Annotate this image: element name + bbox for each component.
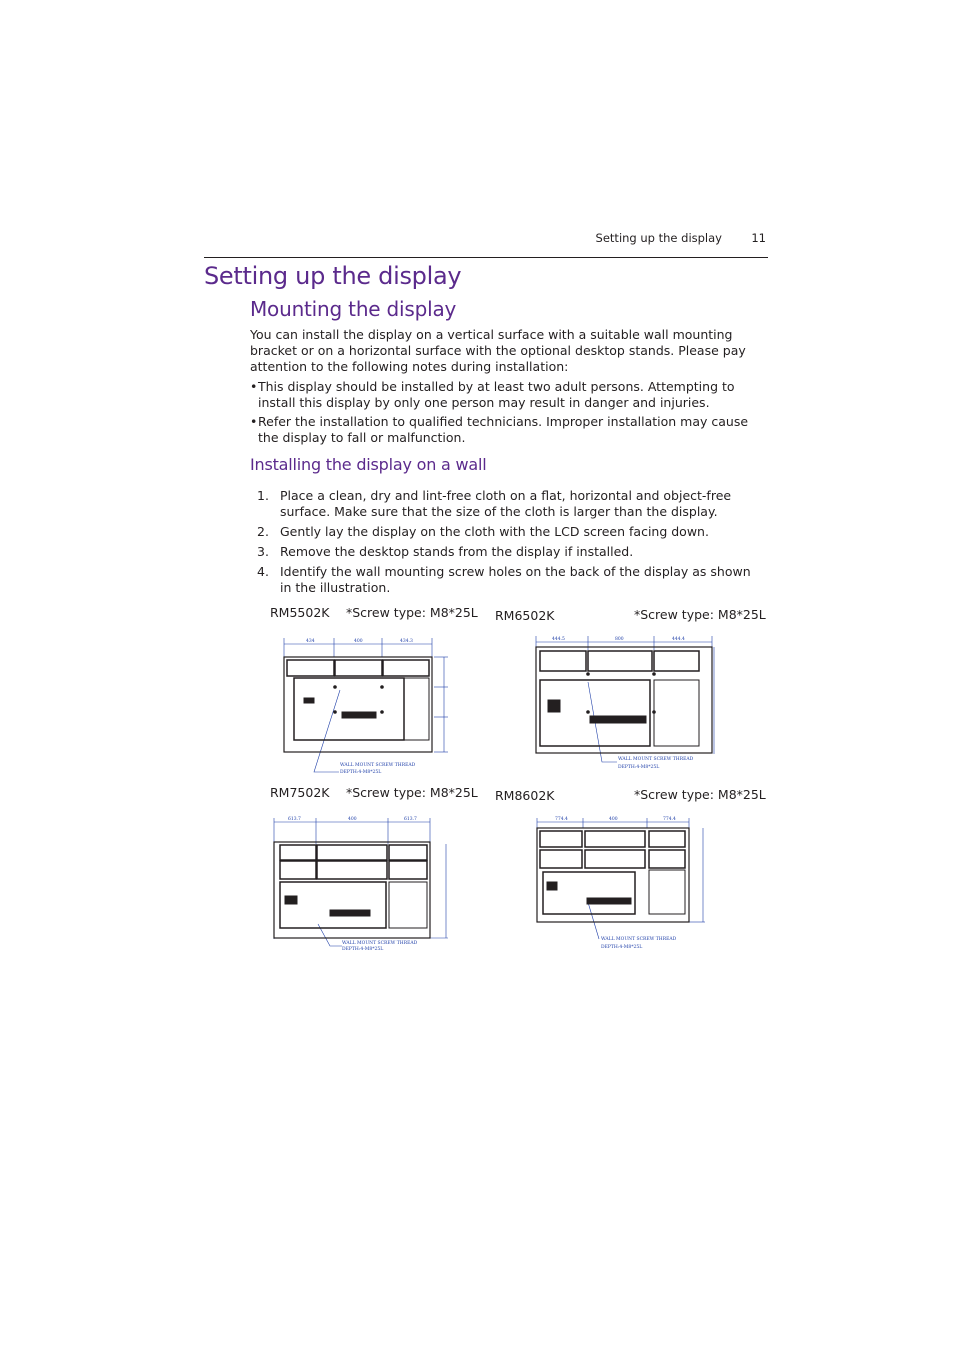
dimension-label: 613.7 [288,817,301,822]
list-item [250,379,764,411]
dimension-lines [537,818,705,939]
dimension-label: 800 [615,637,624,642]
screw-type-rm6502k: *Screw type: M8*25L [634,607,766,622]
screw-type-rm8602k: *Screw type: M8*25L [634,787,766,802]
step-text: Remove the desktop stands from the display if installed. [280,544,634,559]
screw-type-rm5502k: *Screw type: M8*25L [346,605,478,620]
step-number: 4. [257,564,269,579]
step-number: 2. [257,524,269,539]
step-item [250,544,764,560]
mount-note: WALL MOUNT SCREW THREAD [340,763,416,768]
dimension-label: 774.4 [555,817,568,822]
dimension-label: 434 [306,639,315,644]
dimension-lines [536,636,714,762]
display-outline [274,842,430,938]
step-text: Gently lay the display on the cloth with the LCD screen facing down. [280,524,709,539]
step-item [250,564,764,596]
model-label-rm6502k: RM6502K [495,608,555,623]
step-number: 1. [257,488,269,503]
dimension-label: 400 [609,817,618,822]
rm6502k-back-diagram [530,632,720,772]
steps-list [250,488,764,600]
model-label-rm5502k: RM5502K [270,605,330,620]
model-label-rm7502k: RM7502K [270,785,330,800]
bullet-icon: • [250,414,258,429]
list-item [250,414,764,446]
rm8602k-back-diagram [533,814,709,956]
display-outline [537,828,689,922]
screw-type-rm7502k: *Screw type: M8*25L [346,785,478,800]
step-item [250,488,764,520]
bullet-text: Refer the installation to qualified technicians. Improper installation may cause the display to fall or malfunction. [258,414,749,445]
rm7502k-back-diagram [270,814,452,954]
step-item [250,524,764,540]
step-text: Place a clean, dry and lint-free cloth on a flat, horizontal and object-free surface. Make sure that the size of the cloth is larger than the display. [280,488,732,519]
rm5502k-back-diagram [282,632,452,778]
running-header: Setting up the display [595,231,722,245]
page-number: 11 [751,231,766,245]
mount-note: DEPTH:4-M8*25L [601,945,643,950]
step-text: Identify the wall mounting screw holes on the back of the display as shown in the illustration. [280,564,751,595]
section-title: Mounting the display [250,297,457,321]
mount-note: DEPTH:4-M8*25L [342,947,384,952]
intro-paragraph: You can install the display on a vertical surface with a suitable wall mounting bracket or on a horizontal surface with the optional desktop stands. Please pay attention to the following notes during installation: [250,327,746,374]
step-number: 3. [257,544,269,559]
mount-note: WALL MOUNT SCREW THREAD [618,757,694,762]
mount-note: DEPTH:4-M8*25L [340,770,382,775]
mount-note: WALL MOUNT SCREW THREAD [601,937,677,942]
mount-note: WALL MOUNT SCREW THREAD [342,941,418,946]
model-label-rm8602k: RM8602K [495,788,555,803]
dimension-label: 613.7 [404,817,417,822]
dimension-label: 444.5 [552,637,565,642]
bullet-icon: • [250,379,258,394]
page-title: Setting up the display [204,262,462,290]
dimension-label: 400 [348,817,357,822]
dimension-label: 774.4 [663,817,676,822]
dimension-label: 444.4 [672,637,685,642]
display-outline [536,647,712,753]
subsection-title: Installing the display on a wall [250,455,487,474]
display-outline [284,657,432,752]
bullet-text: This display should be installed by at least two adult persons. Attempting to install this display by only one person may result in danger and injuries. [258,379,735,410]
dimension-label: 434.3 [400,639,413,644]
dimension-label: 400 [354,639,363,644]
mount-note: DEPTH:4-M8*25L [618,765,660,770]
header-rule [204,257,768,258]
